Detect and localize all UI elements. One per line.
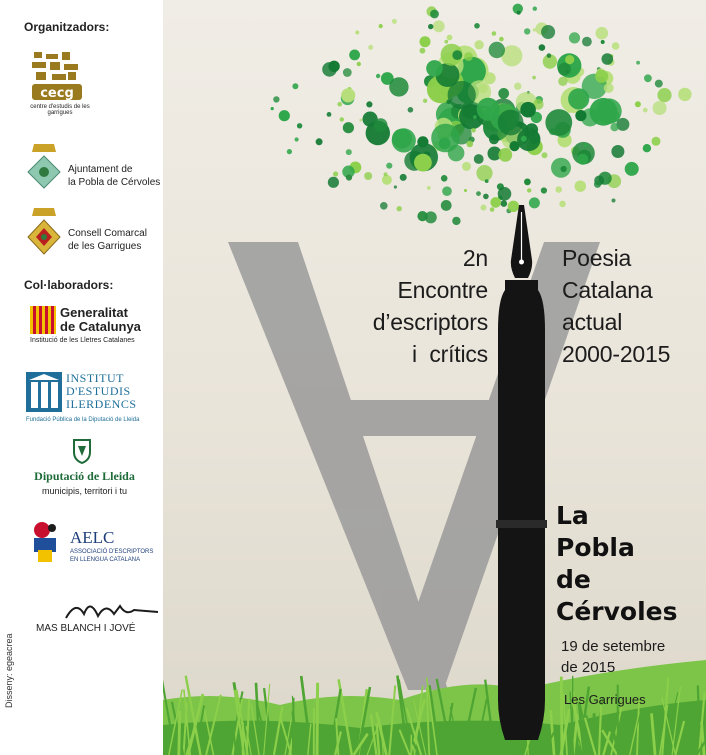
ink-splash-dot: [514, 83, 521, 90]
iei-building-icon: [26, 372, 62, 412]
ink-splash-dot: [594, 181, 601, 188]
ink-splash-dot: [476, 191, 481, 196]
ink-splash-dot: [532, 76, 536, 80]
ink-splash-dot: [447, 35, 453, 41]
ink-splash-dot: [498, 148, 512, 162]
ink-splash-dot: [382, 175, 392, 185]
ink-splash-dot: [355, 31, 359, 35]
ink-splash-dot: [569, 32, 580, 43]
ink-splash-dot: [565, 55, 574, 64]
ink-splash-dot: [567, 108, 572, 113]
cecg-logo-text: centre d'estudis de les garrigues: [30, 104, 90, 116]
consell-line1: Consell Comarcal: [68, 228, 147, 239]
ink-splash-dot: [357, 62, 361, 66]
ink-splash-dot: [489, 42, 505, 58]
ink-splash-dot: [577, 154, 588, 165]
ink-splash-dot: [517, 128, 540, 151]
left-title-line: Encontre: [397, 277, 488, 303]
ink-splash-dot: [575, 110, 586, 121]
diputacio-sub: municipis, territori i tu: [41, 486, 128, 496]
place-line: de: [556, 565, 591, 594]
ink-splash-dot: [498, 187, 512, 201]
ink-splash-dot: [582, 37, 592, 47]
ink-splash-dot: [568, 88, 589, 109]
ink-splash-dot: [652, 137, 661, 146]
ink-splash-dot: [558, 77, 567, 86]
place-line: La: [556, 501, 589, 530]
ink-splash-dot: [517, 11, 521, 15]
aelc-name: AELC: [70, 528, 115, 547]
ink-splash-dot: [492, 31, 497, 36]
ink-splash-dot: [271, 107, 274, 110]
place-line: Pobla: [556, 533, 635, 562]
ink-splash-dot: [547, 53, 552, 58]
ink-splash-dot: [541, 187, 547, 193]
ink-splash-dot: [287, 149, 292, 154]
ink-splash-dot: [464, 189, 467, 192]
ink-splash-dot: [295, 137, 299, 141]
right-title-line: Catalana: [562, 277, 653, 303]
consell-line2: de les Garrigues: [68, 241, 142, 252]
ink-splash-dot: [337, 102, 342, 107]
ink-splash-dot: [462, 162, 471, 171]
date-line1: 19 de setembre: [561, 638, 666, 655]
left-title-line: i crítics: [412, 341, 488, 367]
diputacio-name: Diputació de Lleida: [34, 469, 135, 483]
design-credit: Disseny: egeacrea: [4, 633, 14, 708]
ink-splash-dot: [327, 112, 332, 117]
ink-splash-dot: [425, 211, 437, 223]
ink-splash-dot: [643, 144, 651, 152]
mas-blanch-name: MAS BLANCH I JOVÉ: [36, 623, 136, 634]
ink-splash-dot: [384, 172, 388, 176]
ink-splash-dot: [368, 45, 373, 50]
garrigues-coat-of-arms-icon: [26, 206, 62, 258]
ink-splash-dot: [533, 28, 536, 31]
right-title-line: Poesia: [562, 245, 632, 271]
ink-splash-dot: [471, 128, 476, 133]
ink-splash-dot: [349, 50, 360, 61]
svg-text:cecg: cecg: [40, 86, 74, 101]
ink-splash-dot: [498, 88, 509, 99]
right-title-line: 2000-2015: [562, 341, 671, 367]
ink-splash-dot: [448, 81, 476, 109]
ink-splash-dot: [489, 134, 499, 144]
consell-text: [68, 227, 163, 253]
ink-splash-dot: [343, 68, 352, 77]
event-title-right: [562, 242, 702, 370]
ink-splash-dot: [279, 110, 290, 121]
diputacio-shield-icon: [72, 438, 92, 464]
ink-splash-dot: [346, 149, 352, 155]
ink-splash-dot: [644, 74, 652, 82]
iei-line2: D'ESTUDIS: [66, 384, 131, 398]
generalitat-flag-icon: [30, 306, 56, 334]
ink-splash-dot: [596, 27, 609, 40]
ink-splash-dot: [559, 201, 566, 208]
ajuntament-line1: Ajuntament de: [68, 164, 133, 175]
collaborators-heading: Col·laboradors:: [24, 278, 114, 292]
ink-splash-dot: [473, 115, 477, 119]
aelc-line1: ASSOCIACIÓ D'ESCRIPTORS: [70, 549, 154, 555]
ink-splash-dot: [584, 144, 587, 147]
event-title-left: [356, 242, 488, 370]
ink-splash-dot: [452, 50, 462, 60]
ink-splash-dot: [442, 186, 452, 196]
grass-blade: [179, 711, 180, 755]
left-title-line: d’escriptors: [372, 309, 488, 335]
ink-splash-dot: [602, 53, 614, 65]
ink-splash-dot: [452, 217, 460, 225]
ink-splash-dot: [380, 202, 388, 210]
ink-splash-dot: [346, 175, 352, 181]
ink-splash-dot: [490, 197, 501, 208]
ink-splash-dot: [498, 110, 524, 136]
ink-splash-dot: [611, 145, 624, 158]
ink-splash-dot: [474, 23, 480, 29]
ink-splash-dot: [408, 107, 414, 113]
ink-splash-dot: [604, 83, 614, 93]
aelc-figure-icon: [28, 520, 64, 564]
ink-splash-dot: [527, 188, 531, 192]
ink-splash-dot: [328, 177, 339, 188]
ink-splash-dot: [426, 60, 443, 77]
ink-splash-dot: [441, 175, 448, 182]
ink-splash-dot: [374, 118, 388, 132]
iei-line1: INSTITUT: [66, 371, 124, 385]
ink-splash-dot: [499, 37, 504, 42]
ink-splash-dot: [379, 24, 383, 28]
aelc-line2: EN LLENGUA CATALANA: [70, 557, 141, 563]
ink-splash-dot: [575, 181, 586, 192]
ink-splash-dot: [359, 119, 362, 122]
ink-splash-dot: [316, 138, 323, 145]
ink-splash-dot: [441, 200, 452, 211]
ink-splash-dot: [635, 101, 641, 107]
ink-splash-dot: [607, 110, 620, 123]
ink-splash-dot: [653, 101, 667, 115]
ink-splash-dot: [423, 99, 427, 103]
ink-splash-dot: [340, 117, 344, 121]
right-title-line: actual: [562, 309, 623, 335]
generalitat-sub: Institució de les Lletres Catalanes: [30, 337, 135, 344]
ink-splash-dot: [386, 163, 392, 169]
iei-sub: Fundació Pública de la Diputació de Lleida: [26, 417, 140, 423]
ink-splash-dot: [341, 88, 355, 102]
ink-splash-dot: [612, 42, 620, 50]
ink-splash-dot: [474, 40, 483, 49]
ink-splash-dot: [610, 123, 618, 131]
ink-splash-dot: [636, 61, 640, 65]
ink-splash-dot: [529, 197, 540, 208]
ink-splash-dot: [394, 185, 397, 188]
ink-splash-dot: [561, 166, 567, 172]
event-region: Les Garrigues: [564, 692, 646, 707]
ink-splash-dot: [643, 108, 648, 113]
ink-splash-dot: [427, 186, 431, 190]
sponsors-sidebar: [0, 0, 163, 755]
ink-splash-dot: [558, 63, 571, 76]
ink-splash-dot: [292, 83, 298, 89]
iei-name: [66, 372, 137, 411]
ink-splash-dot: [521, 136, 527, 142]
ink-splash-dot: [490, 207, 495, 212]
ink-splash-dot: [467, 141, 474, 148]
ink-splash-dot: [397, 206, 402, 211]
ink-splash-dot: [444, 40, 448, 44]
ink-splash-dot: [392, 19, 397, 24]
ink-splash-dot: [333, 171, 338, 176]
grass-blade: [317, 683, 318, 755]
organizers-heading: Organitzadors:: [24, 20, 110, 34]
ink-splash-dot: [364, 172, 372, 180]
ink-splash-dot: [555, 186, 562, 193]
ink-splash-dot: [328, 61, 339, 72]
left-title-line: 2n: [462, 245, 488, 271]
ink-splash-dot: [376, 74, 380, 78]
ink-splash-dot: [524, 28, 530, 34]
ink-splash-dot: [273, 96, 279, 102]
ink-splash-dot: [539, 44, 546, 51]
generalitat-line1: Generalitat: [60, 305, 128, 320]
ink-splash-dot: [366, 101, 372, 107]
ink-splash-dot: [420, 36, 431, 47]
ink-splash-dot: [476, 165, 492, 181]
pobla-coat-of-arms-icon: [26, 140, 62, 190]
ink-splash-dot: [508, 201, 519, 212]
ink-splash-dot: [612, 199, 616, 203]
generalitat-name: [60, 306, 141, 334]
mas-blanch-signature-logo: [62, 596, 162, 626]
ink-splash-dot: [483, 194, 489, 200]
date-line2: de 2015: [561, 659, 616, 676]
event-place: [556, 500, 706, 628]
ink-splash-dot: [501, 200, 508, 207]
ink-splash-dot: [400, 174, 407, 181]
ink-splash-dot: [428, 24, 433, 29]
ink-splash-dot: [417, 136, 428, 147]
ink-splash-dot: [657, 88, 671, 102]
ink-splash-dot: [485, 179, 489, 183]
ink-splash-dot: [297, 123, 302, 128]
ink-splash-dot: [542, 152, 548, 158]
iei-line3: ILERDENCS: [66, 397, 137, 411]
ink-splash-dot: [464, 52, 473, 61]
event-date: [561, 636, 701, 678]
ink-splash-dot: [431, 124, 460, 153]
ink-splash-dot: [541, 25, 555, 39]
generalitat-line2: de Catalunya: [60, 319, 141, 334]
ink-splash-dot: [509, 141, 519, 151]
ink-splash-dot: [343, 122, 354, 133]
aelc-sub: [70, 548, 153, 564]
ink-splash-dot: [392, 129, 412, 149]
ajuntament-line2: la Pobla de Cérvoles: [68, 177, 161, 188]
ink-splash-dot: [430, 10, 439, 19]
ink-splash-dot: [678, 88, 691, 101]
ink-splash-dot: [389, 77, 408, 96]
ink-splash-dot: [481, 205, 487, 211]
ink-splash-dot: [520, 102, 536, 118]
ink-splash-dot: [595, 70, 608, 83]
ink-splash-dot: [601, 40, 605, 44]
ink-splash-dot: [625, 162, 639, 176]
ink-splash-dot: [524, 179, 531, 186]
ink-splash-dot: [433, 20, 445, 32]
ink-splash-dot: [655, 80, 663, 88]
ink-splash-dot: [420, 48, 426, 54]
ink-splash-dot: [474, 154, 484, 164]
green-ink-splash: [271, 4, 692, 225]
ink-splash-dot: [414, 154, 432, 172]
ink-splash-dot: [533, 7, 537, 11]
ajuntament-text: [68, 163, 163, 189]
ink-splash-dot: [545, 109, 572, 136]
place-line: Cérvoles: [556, 597, 678, 626]
